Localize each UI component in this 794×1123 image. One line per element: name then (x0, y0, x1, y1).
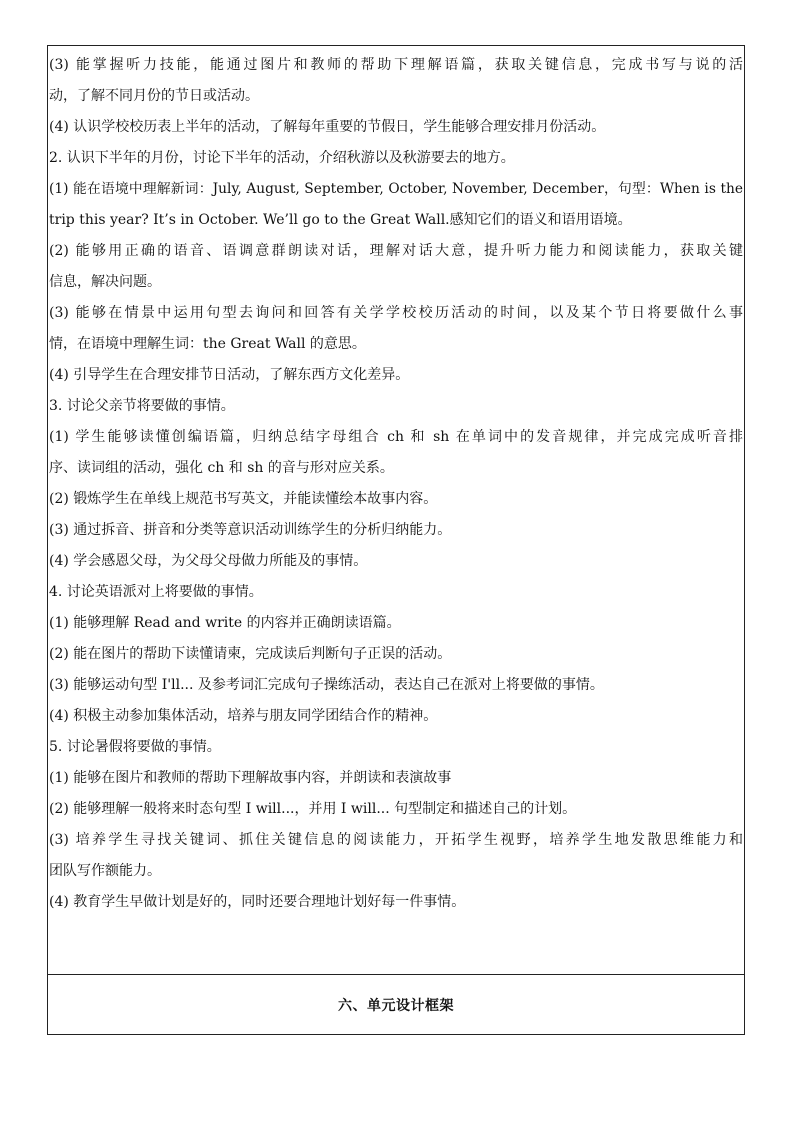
text-line: (1) 能够理解 Read and write 的内容并正确朗读语篇。 (49, 615, 401, 631)
section-title: 六、单元设计框架 (338, 997, 454, 1014)
text-line: 团队写作额能力。 (49, 863, 161, 879)
text-line: 2. 认识下半年的月份，讨论下半年的活动，介绍秋游以及秋游要去的地方。 (49, 150, 515, 166)
text-line: (2) 锻炼学生在单线上规范书写英文，并能读懂绘本故事内容。 (49, 491, 438, 507)
text-line: (3) 通过拆音、拼音和分类等意识活动训练学生的分析归纳能力。 (49, 522, 452, 538)
text-line: 情，在语境中理解生词：the Great Wall 的意思。 (49, 336, 366, 352)
text-line: (3) 能够在情景中运用句型去询问和回答有关学学校校历活动的时间，以及某个节日将要做什么事 (49, 305, 743, 321)
text-line: (2) 能够用正确的语音、语调意群朗读对话，理解对话大意，提升听力能力和阅读能力，获取关键 (49, 243, 743, 259)
text-line: (4) 教育学生早做计划是好的，同时还要合理地计划好每一件事情。 (49, 894, 466, 910)
text-line: (3) 能掌握听力技能，能通过图片和教师的帮助下理解语篇，获取关键信息，完成书写与说的活 (49, 57, 743, 73)
text-line: (3) 能够运动句型 I'll... 及参考词汇完成句子操练活动，表达自己在派对上将要做的事情。 (49, 677, 604, 693)
text-line: trip this year? It’s in October. We’ll go to the Great Wall.感知它们的语义和语用语境。 (49, 212, 632, 228)
text-line: (1) 能够在图片和教师的帮助下理解故事内容，并朗读和表演故事 (49, 770, 452, 786)
text-line: (1) 能在语境中理解新词：July, August, September, October, November, December，句型：When is the (49, 181, 743, 197)
text-line: (2) 能够理解一般将来时态句型 I will...，并用 I will... 句型制定和描述自己的计划。 (49, 801, 577, 817)
text-line: (4) 积极主动参加集体活动，培养与朋友同学团结合作的精神。 (49, 708, 438, 724)
text-line: 5. 讨论暑假将要做的事情。 (49, 739, 221, 755)
text-line: (3) 培养学生寻找关键词、抓住关键信息的阅读能力，开拓学生视野，培养学生地发散思维能力和 (49, 832, 743, 848)
text-line: (4) 引导学生在合理安排节日活动，了解东西方文化差异。 (49, 367, 410, 383)
objectives-cell (48, 46, 744, 975)
text-line: 信息，解决问题。 (49, 274, 161, 290)
text-line: 动，了解不同月份的节日或活动。 (49, 88, 259, 104)
text-line: 3. 讨论父亲节将要做的事情。 (49, 398, 235, 414)
text-line: (4) 认识学校校历表上半年的活动，了解每年重要的节假日，学生能够合理安排月份活动。 (49, 119, 606, 135)
text-line: (2) 能在图片的帮助下读懂请柬，完成读后判断句子正误的活动。 (49, 646, 452, 662)
document-table (47, 45, 745, 1035)
text-line: 序、读词组的活动，强化 ch 和 sh 的音与形对应关系。 (49, 460, 394, 476)
text-line: 4. 讨论英语派对上将要做的事情。 (49, 584, 263, 600)
text-line: (4) 学会感恩父母，为父母父母做力所能及的事情。 (49, 553, 368, 569)
text-line: (1) 学生能够读懂创编语篇，归纳总结字母组合 ch 和 sh 在单词中的发音规律，并完成完成听音排 (49, 429, 743, 445)
section-header-cell (48, 975, 744, 1034)
